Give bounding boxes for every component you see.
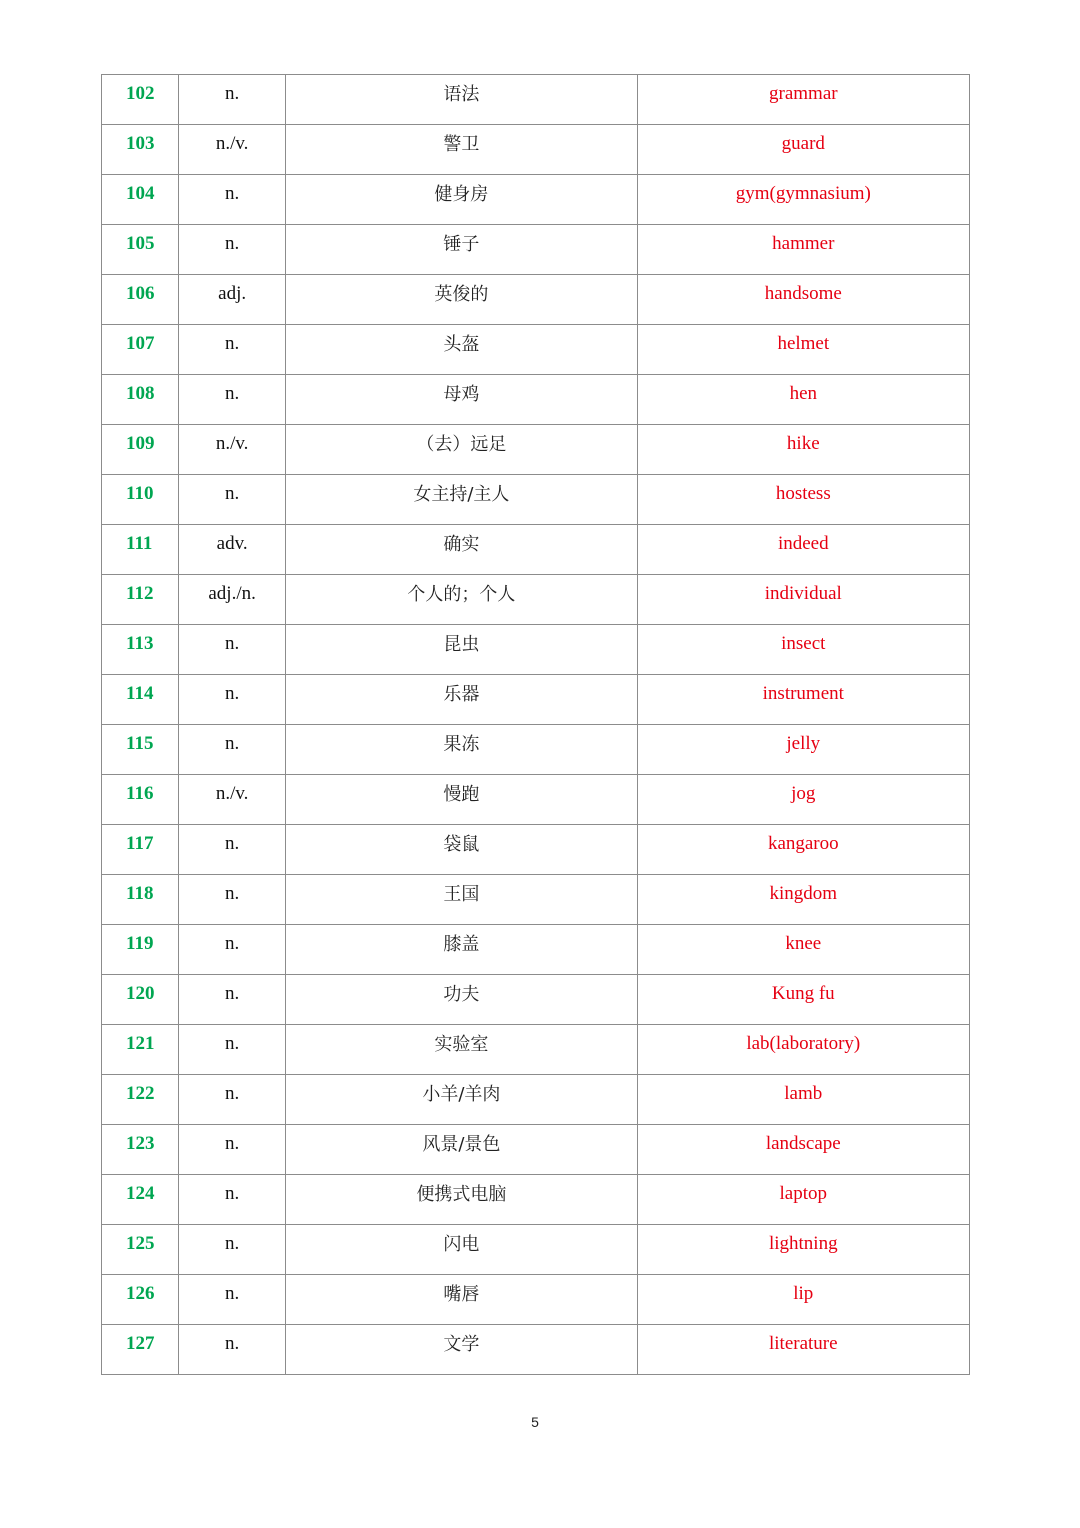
english-word-cell — [637, 625, 969, 675]
english-word-cell — [637, 975, 969, 1025]
table-row — [102, 775, 970, 825]
part-of-speech: adj. — [218, 283, 247, 304]
english-word: helmet — [777, 333, 830, 354]
chinese-meaning-cell — [286, 1275, 637, 1325]
english-word-cell — [637, 375, 969, 425]
part-of-speech-cell — [179, 675, 286, 725]
table-row — [102, 75, 970, 125]
table-row — [102, 425, 970, 475]
part-of-speech: n. — [225, 1283, 240, 1304]
part-of-speech: adj./n. — [208, 583, 256, 604]
english-word: kingdom — [769, 883, 838, 904]
part-of-speech-cell — [179, 525, 286, 575]
chinese-meaning-cell — [286, 925, 637, 975]
english-word-cell — [637, 1125, 969, 1175]
chinese-meaning: 乐器 — [443, 684, 480, 705]
part-of-speech-cell — [179, 925, 286, 975]
chinese-meaning-cell — [286, 225, 637, 275]
english-word-cell — [637, 1175, 969, 1225]
entry-number: 113 — [126, 633, 154, 654]
table-row — [102, 525, 970, 575]
english-word: laptop — [779, 1183, 828, 1204]
part-of-speech-cell — [179, 825, 286, 875]
part-of-speech: n. — [225, 683, 240, 704]
entry-number-cell — [102, 325, 179, 375]
english-word-cell — [637, 725, 969, 775]
chinese-meaning-cell — [286, 1325, 637, 1375]
english-word: kangaroo — [767, 833, 839, 854]
chinese-meaning: 王国 — [443, 884, 480, 905]
chinese-meaning-cell — [286, 475, 637, 525]
entry-number: 115 — [126, 733, 154, 754]
entry-number-cell — [102, 175, 179, 225]
chinese-meaning: 个人的；个人 — [407, 584, 516, 605]
english-word-cell — [637, 1275, 969, 1325]
part-of-speech: n. — [225, 833, 240, 854]
chinese-meaning: 警卫 — [443, 134, 480, 155]
chinese-meaning: 女主持/主人 — [413, 484, 510, 505]
entry-number-cell — [102, 675, 179, 725]
english-word: instrument — [762, 683, 844, 704]
english-word: hen — [789, 383, 817, 404]
english-word-cell — [637, 1075, 969, 1125]
part-of-speech: n. — [225, 1033, 240, 1054]
english-word-cell — [637, 775, 969, 825]
entry-number: 111 — [126, 533, 153, 554]
table-row — [102, 475, 970, 525]
table-row — [102, 1125, 970, 1175]
part-of-speech: n./v. — [215, 783, 249, 804]
part-of-speech-cell — [179, 175, 286, 225]
part-of-speech-cell — [179, 575, 286, 625]
entry-number-cell — [102, 1325, 179, 1375]
chinese-meaning-cell — [286, 1175, 637, 1225]
chinese-meaning: 母鸡 — [443, 384, 480, 405]
english-word: lamb — [784, 1083, 823, 1104]
english-word: lightning — [768, 1233, 838, 1254]
english-word-cell — [637, 675, 969, 725]
entry-number-cell — [102, 725, 179, 775]
entry-number: 120 — [126, 983, 155, 1004]
part-of-speech-cell — [179, 425, 286, 475]
english-word: hostess — [775, 483, 831, 504]
english-word-cell — [637, 175, 969, 225]
table-row — [102, 225, 970, 275]
chinese-meaning-cell — [286, 325, 637, 375]
vocabulary-table-body — [102, 75, 970, 1375]
part-of-speech: n. — [225, 1133, 240, 1154]
table-row — [102, 1225, 970, 1275]
part-of-speech-cell — [179, 1225, 286, 1275]
english-word-cell — [637, 925, 969, 975]
entry-number-cell — [102, 375, 179, 425]
english-word-cell — [637, 475, 969, 525]
english-word-cell — [637, 1225, 969, 1275]
part-of-speech-cell — [179, 1075, 286, 1125]
english-word: literature — [769, 1333, 838, 1354]
part-of-speech: n./v. — [215, 433, 249, 454]
entry-number-cell — [102, 1125, 179, 1175]
english-word-cell — [637, 75, 969, 125]
chinese-meaning-cell — [286, 775, 637, 825]
english-word-cell — [637, 1325, 969, 1375]
chinese-meaning: 果冻 — [443, 734, 480, 755]
chinese-meaning-cell — [286, 1125, 637, 1175]
entry-number-cell — [102, 875, 179, 925]
entry-number-cell — [102, 825, 179, 875]
table-row — [102, 625, 970, 675]
chinese-meaning: （去）远足 — [416, 434, 507, 455]
entry-number-cell — [102, 575, 179, 625]
entry-number-cell — [102, 975, 179, 1025]
chinese-meaning-cell — [286, 975, 637, 1025]
english-word: Kung fu — [771, 983, 835, 1004]
entry-number-cell — [102, 925, 179, 975]
chinese-meaning-cell — [286, 375, 637, 425]
chinese-meaning: 嘴唇 — [443, 1284, 480, 1305]
part-of-speech-cell — [179, 1025, 286, 1075]
entry-number: 123 — [126, 1133, 155, 1154]
part-of-speech: adv. — [216, 533, 248, 554]
chinese-meaning-cell — [286, 75, 637, 125]
table-row — [102, 975, 970, 1025]
entry-number-cell — [102, 1075, 179, 1125]
table-row — [102, 175, 970, 225]
english-word: individual — [764, 583, 842, 604]
entry-number: 127 — [126, 1333, 155, 1354]
table-row — [102, 875, 970, 925]
english-word: jelly — [786, 733, 821, 754]
chinese-meaning: 慢跑 — [443, 784, 480, 805]
table-row — [102, 275, 970, 325]
entry-number: 121 — [126, 1033, 155, 1054]
entry-number-cell — [102, 1175, 179, 1225]
chinese-meaning: 昆虫 — [443, 634, 480, 655]
table-row — [102, 575, 970, 625]
table-row — [102, 1275, 970, 1325]
chinese-meaning: 文学 — [443, 1334, 480, 1355]
english-word-cell — [637, 575, 969, 625]
english-word-cell — [637, 125, 969, 175]
table-row — [102, 325, 970, 375]
part-of-speech: n. — [225, 1333, 240, 1354]
chinese-meaning: 小羊/羊肉 — [422, 1084, 501, 1105]
chinese-meaning: 头盔 — [443, 334, 480, 355]
part-of-speech-cell — [179, 725, 286, 775]
table-row — [102, 125, 970, 175]
part-of-speech-cell — [179, 1275, 286, 1325]
english-word-cell — [637, 875, 969, 925]
chinese-meaning-cell — [286, 125, 637, 175]
english-word: guard — [781, 133, 825, 154]
part-of-speech: n. — [225, 1183, 240, 1204]
chinese-meaning-cell — [286, 625, 637, 675]
entry-number: 116 — [126, 783, 154, 804]
entry-number: 119 — [126, 933, 154, 954]
entry-number: 118 — [126, 883, 154, 904]
chinese-meaning-cell — [286, 675, 637, 725]
entry-number: 122 — [126, 1083, 155, 1104]
entry-number-cell — [102, 1275, 179, 1325]
page-number: 5 — [531, 1414, 539, 1430]
chinese-meaning-cell — [286, 1225, 637, 1275]
english-word-cell — [637, 325, 969, 375]
english-word: knee — [785, 933, 822, 954]
chinese-meaning: 实验室 — [434, 1034, 489, 1055]
part-of-speech-cell — [179, 225, 286, 275]
english-word-cell — [637, 1025, 969, 1075]
chinese-meaning-cell — [286, 525, 637, 575]
part-of-speech-cell — [179, 275, 286, 325]
part-of-speech: n. — [225, 933, 240, 954]
english-word: gym(gymnasium) — [735, 183, 871, 204]
part-of-speech: n. — [225, 183, 240, 204]
chinese-meaning: 英俊的 — [434, 284, 489, 305]
chinese-meaning: 语法 — [443, 84, 480, 105]
entry-number-cell — [102, 425, 179, 475]
table-row — [102, 1075, 970, 1125]
english-word: hike — [786, 433, 820, 454]
entry-number: 109 — [126, 433, 155, 454]
table-row — [102, 825, 970, 875]
entry-number: 126 — [126, 1283, 155, 1304]
entry-number-cell — [102, 275, 179, 325]
chinese-meaning: 风景/景色 — [422, 1134, 501, 1155]
chinese-meaning: 健身房 — [434, 184, 489, 205]
table-row — [102, 725, 970, 775]
part-of-speech: n. — [225, 333, 240, 354]
entry-number-cell — [102, 525, 179, 575]
chinese-meaning: 确实 — [443, 534, 480, 555]
chinese-meaning: 功夫 — [443, 984, 480, 1005]
part-of-speech: n. — [225, 883, 240, 904]
part-of-speech-cell — [179, 125, 286, 175]
part-of-speech-cell — [179, 75, 286, 125]
part-of-speech: n. — [225, 733, 240, 754]
part-of-speech-cell — [179, 1325, 286, 1375]
english-word-cell — [637, 275, 969, 325]
chinese-meaning-cell — [286, 1025, 637, 1075]
english-word-cell — [637, 525, 969, 575]
english-word-cell — [637, 425, 969, 475]
table-row — [102, 925, 970, 975]
entry-number-cell — [102, 75, 179, 125]
chinese-meaning-cell — [286, 575, 637, 625]
entry-number-cell — [102, 1025, 179, 1075]
english-word: lip — [793, 1283, 814, 1304]
english-word: lab(laboratory) — [746, 1033, 861, 1054]
part-of-speech: n. — [225, 633, 240, 654]
entry-number-cell — [102, 125, 179, 175]
entry-number: 108 — [126, 383, 155, 404]
entry-number: 114 — [126, 683, 154, 704]
part-of-speech: n. — [225, 383, 240, 404]
vocabulary-table — [101, 74, 970, 1375]
english-word-cell — [637, 825, 969, 875]
part-of-speech-cell — [179, 775, 286, 825]
part-of-speech-cell — [179, 975, 286, 1025]
chinese-meaning-cell — [286, 725, 637, 775]
chinese-meaning: 闪电 — [443, 1234, 480, 1255]
chinese-meaning: 便携式电脑 — [416, 1184, 507, 1205]
table-row — [102, 675, 970, 725]
chinese-meaning-cell — [286, 275, 637, 325]
part-of-speech-cell — [179, 1125, 286, 1175]
entry-number-cell — [102, 775, 179, 825]
english-word-cell — [637, 225, 969, 275]
chinese-meaning-cell — [286, 825, 637, 875]
entry-number: 106 — [126, 283, 155, 304]
english-word: handsome — [764, 283, 842, 304]
entry-number: 104 — [126, 183, 155, 204]
part-of-speech: n. — [225, 233, 240, 254]
chinese-meaning: 膝盖 — [443, 934, 480, 955]
part-of-speech-cell — [179, 325, 286, 375]
entry-number: 117 — [126, 833, 154, 854]
part-of-speech-cell — [179, 475, 286, 525]
table-row — [102, 375, 970, 425]
entry-number: 125 — [126, 1233, 155, 1254]
entry-number-cell — [102, 625, 179, 675]
part-of-speech: n. — [225, 83, 240, 104]
english-word: hammer — [772, 233, 835, 254]
entry-number: 107 — [126, 333, 155, 354]
table-row — [102, 1025, 970, 1075]
entry-number: 103 — [126, 133, 155, 154]
chinese-meaning-cell — [286, 175, 637, 225]
chinese-meaning-cell — [286, 425, 637, 475]
part-of-speech: n. — [225, 1233, 240, 1254]
chinese-meaning: 锤子 — [443, 234, 480, 255]
entry-number: 105 — [126, 233, 155, 254]
chinese-meaning: 袋鼠 — [443, 834, 480, 855]
chinese-meaning-cell — [286, 1075, 637, 1125]
table-row — [102, 1175, 970, 1225]
entry-number-cell — [102, 475, 179, 525]
chinese-meaning-cell — [286, 875, 637, 925]
part-of-speech: n./v. — [215, 133, 249, 154]
entry-number-cell — [102, 225, 179, 275]
english-word: indeed — [777, 533, 829, 554]
english-word: insect — [781, 633, 826, 654]
english-word: grammar — [769, 83, 838, 104]
part-of-speech-cell — [179, 875, 286, 925]
english-word: landscape — [765, 1133, 841, 1154]
entry-number: 124 — [126, 1183, 155, 1204]
table-row — [102, 1325, 970, 1375]
english-word: jog — [791, 783, 816, 804]
part-of-speech: n. — [225, 983, 240, 1004]
part-of-speech-cell — [179, 625, 286, 675]
entry-number: 102 — [126, 83, 155, 104]
part-of-speech: n. — [225, 483, 240, 504]
entry-number-cell — [102, 1225, 179, 1275]
entry-number: 110 — [126, 483, 154, 504]
part-of-speech-cell — [179, 1175, 286, 1225]
part-of-speech: n. — [225, 1083, 240, 1104]
part-of-speech-cell — [179, 375, 286, 425]
entry-number: 112 — [126, 583, 154, 604]
